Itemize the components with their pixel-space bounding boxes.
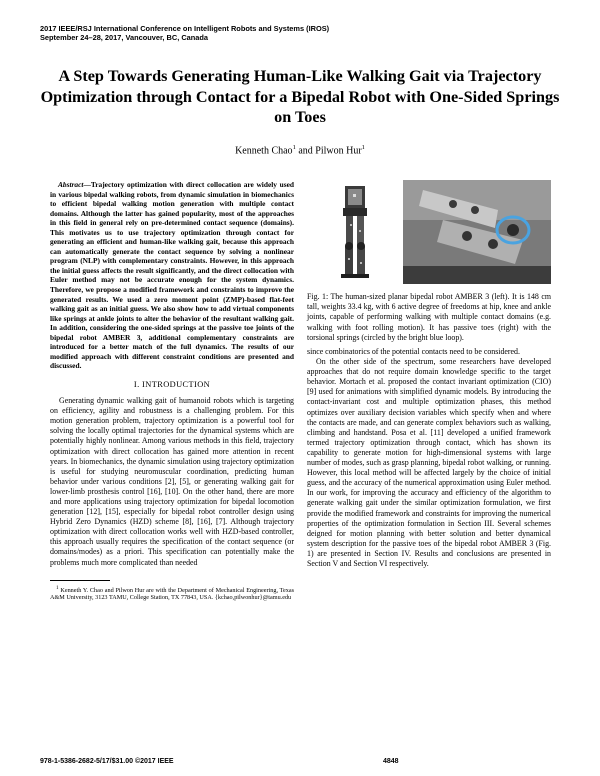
conference-line-1: 2017 IEEE/RSJ International Conference on Intelligent Robots and Systems (IROS) — [40, 24, 330, 33]
abstract-text: —Trajectory optimization with direct collocation are widely used in various bipedal walking robots, from dynamic simulation in biomechanics to efficient bipedal walking motion generation with multiple contact domains. Although the latter has gained popularity, most of the approaches in this field in general rely on pre-determined contact sequence (domains). This motivates us to use trajectory optimization through contact for generating an efficient and human-like walking gait, because this approach can automatically generate the contact sequence by solving a nonlinear program (NLP) with complementary constraints. However, in this approach the initial guess affects the result significantly, and the direct collocation with Euler method may not be accurate enough for the system dynamics. Therefore, we propose a modified framework and constraints to improve the generated results. We used a zero moment point (ZMP)-based flat-feet walking gait as an initial guess. We also show how to add virtual components like springs at ankle joints to alter the behavior of the resultant walking gait. In addition, considering the one-sided springs at the passive toe joints of the bipedal robot AMBER 3, additional complementary constraints are introduced for a better match of the full dynamics. The results of our modified approach with different constraint conditions are presented and discussed. — [50, 180, 294, 371]
author-2-sup: 1 — [361, 144, 365, 151]
footnote-text: Kenneth Y. Chao and Pilwon Hur are with the Department of Mechanical Engineering, Texas A&M University, 3123 TAMU, College Station, TX 77843, USA. {kchao,pilwonhur}@tamu.edu — [50, 586, 295, 602]
figure-1 — [307, 180, 551, 286]
author-line — [40, 144, 560, 156]
section-heading-introduction: I. INTRODUCTION — [133, 379, 211, 389]
robot-full-body-photo — [315, 180, 395, 284]
conference-line-2: September 24–28, 2017, Vancouver, BC, Canada — [40, 33, 209, 43]
right-paragraph-1: On the other side of the spectrum, some researchers have developed approaches that do not require domain knowledge specific to the target behavior. Mortach et al. proposed the contact invariant optimization (CIO) [9] used for animations with simplified dynamic models. By introducing the contact-invariant cost and multiple optimization phases, this method optimizes over auxiliary decision variables which specify when and where the contacts are made, and can generate complex behaviors such as walking, climbing and handstand. Posa et al. [11] developed a unified framework termed trajectory optimization through contact, which has shown its capability to generate motion for high-dimensional systems with large number of modes, such as grasp planning, bipedal robot walking, or running. However, this local method will be affected largely by the choice of initial guess, and the accuracy of the numerical approximation using Euler method. In our work, for improving the accuracy and efficiency of the algorithm to generate walking gait under the similar optimization formulation, we first provide the modified framework and constraints for improving the numerical properties of the optimization formulation in Section III. Several schemes deigned for motion planning with better solution and better dynamical system description for the passive toes of the bipedal robot AMBER 3 (Fig. 1) are presented in Section IV. Results and conclusions are presented in Section V and Section VI respectively. — [307, 357, 551, 568]
conference-header — [40, 24, 560, 42]
paper-title: A Step Towards Generating Human-Like Walking Gait via Trajectory Optimization through Contact for a Bipedal Robot with One-Sided Springs on Toes — [40, 67, 560, 127]
abstract — [50, 180, 294, 371]
right-column — [307, 180, 551, 569]
author-1-sup: 1 — [292, 144, 296, 151]
footnote-mark: 1 — [56, 584, 59, 591]
figure-1-caption: Fig. 1: The human-sized planar bipedal robot AMBER 3 (left). It is 148 cm tall, weights 33.4 kg, with 6 active degree of freedoms at hip, knee and ankle joints, capable of performing walking with multiple contact domains (e.g. walking with foot rolling motion). It has passive toes (right) with the torsional springs (circled by the bright blue loop). — [307, 292, 551, 342]
abstract-label: Abstract — [58, 180, 84, 189]
footnote — [50, 585, 294, 602]
left-column — [50, 180, 294, 602]
right-paragraph-continuation: since combinatorics of the potential contacts need to be considered. — [307, 347, 520, 357]
intro-paragraph-1: Generating dynamic walking gait of humanoid robots which is targeting on efficiency, agility and robustness is a challenging problem. For this motion generation problem, trajectory optimization is a powerful tool for solving the locally optimal trajectories for the dynamical systems which are potentially highly nonlinear. Among various methods in this field, trajectory optimization with direct collocation has gained more attention in recent years. In biomechanics, the dynamic simulation using trajectory optimization is useful for studying neuromuscular coordination, predicting human behavior under various conditions [2], [5], or generating walking gait for lower-limb prosthesis control [16], [10]. On the other hand, there are more and more applications using trajectory optimization for bipedal locomotion generation [12], [15], especially for bipedal robot controller design using Hybrid Zero Dynamics (HZD) scheme [8], [16], [7]. Although trajectory optimization with direct collocation works well with HZD-based controller, this approach usually requires the specification of the contact sequence (or domains/modes) as a priori. This specification can potentially make the problems much more complicated than needed — [50, 396, 294, 567]
author-conjunction: and — [298, 145, 313, 157]
footnote-divider — [50, 580, 110, 581]
footer-isbn: 978-1-5386-2682-5/17/$31.00 ©2017 IEEE — [40, 758, 174, 765]
page-number: 4848 — [383, 758, 399, 765]
author-2: Pilwon Hur — [315, 145, 362, 157]
author-1: Kenneth Chao — [235, 145, 293, 157]
passive-toe-closeup-photo — [403, 180, 551, 284]
